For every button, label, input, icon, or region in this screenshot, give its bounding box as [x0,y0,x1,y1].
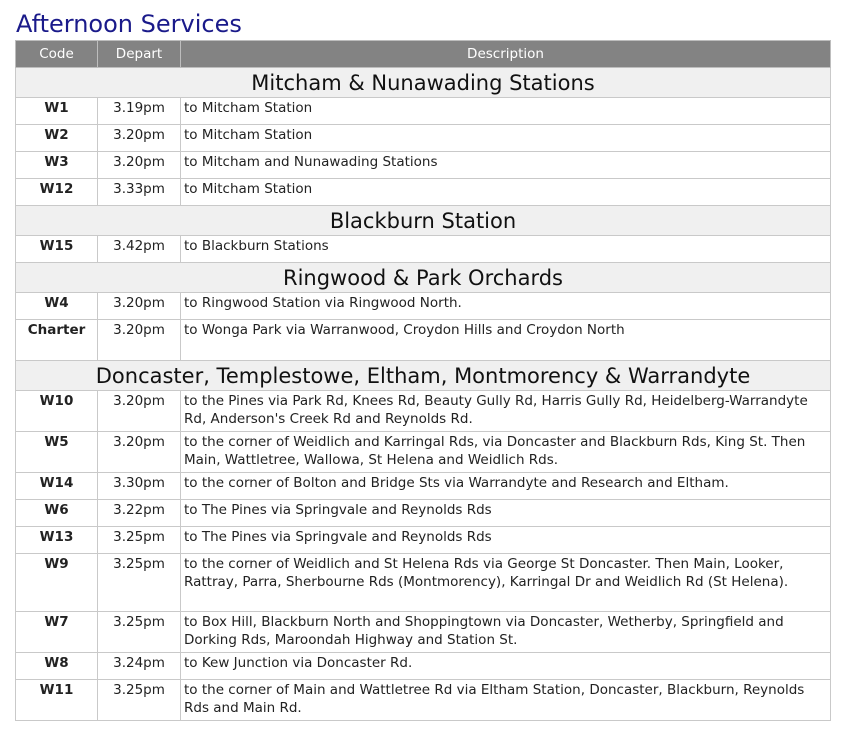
column-header-code: Code [16,41,98,68]
service-code: W1 [16,98,98,125]
section-title: Mitcham & Nunawading Stations [16,68,831,98]
table-row [16,179,831,206]
table-row [16,432,831,473]
section-header-row [16,263,831,293]
column-header-depart: Depart [98,41,181,68]
depart-time: 3.20pm [98,320,181,361]
service-code: W12 [16,179,98,206]
depart-time: 3.25pm [98,554,181,612]
depart-time: 3.33pm [98,179,181,206]
service-code: W6 [16,500,98,527]
service-description: to Blackburn Stations [181,236,831,263]
depart-time: 3.25pm [98,527,181,554]
service-description: to the corner of Bolton and Bridge Sts via Warrandyte and Research and Eltham. [181,473,831,500]
header-row [16,41,831,68]
table-row [16,152,831,179]
service-description: to Mitcham Station [181,179,831,206]
service-description: to Mitcham and Nunawading Stations [181,152,831,179]
service-description: to The Pines via Springvale and Reynolds Rds [181,527,831,554]
depart-time: 3.22pm [98,500,181,527]
section-title: Ringwood & Park Orchards [16,263,831,293]
column-header-description: Description [181,41,831,68]
table-row [16,391,831,432]
depart-time: 3.25pm [98,612,181,653]
depart-time: 3.25pm [98,680,181,721]
service-code: Charter [16,320,98,361]
service-code: W9 [16,554,98,612]
table-row [16,680,831,721]
table-row [16,236,831,263]
page-title: Afternoon Services [16,10,242,38]
depart-time: 3.19pm [98,98,181,125]
depart-time: 3.20pm [98,125,181,152]
section-title: Doncaster, Templestowe, Eltham, Montmorency & Warrandyte [16,361,831,391]
service-description: to Box Hill, Blackburn North and Shoppingtown via Doncaster, Wetherby, Springfield and Dorking Rds, Maroondah Highway and Station St. [181,612,831,653]
table-row [16,98,831,125]
depart-time: 3.20pm [98,293,181,320]
table-row [16,612,831,653]
depart-time: 3.30pm [98,473,181,500]
service-code: W10 [16,391,98,432]
table-row [16,554,831,612]
service-code: W15 [16,236,98,263]
section-header-row [16,361,831,391]
table-row [16,500,831,527]
service-description: to Ringwood Station via Ringwood North. [181,293,831,320]
table-row [16,527,831,554]
service-description: to the corner of Weidlich and Karringal Rds, via Doncaster and Blackburn Rds, King St. Then Main, Wattletree, Wallowa, St Helena and Weidlich Rds. [181,432,831,473]
service-description: to the corner of Weidlich and St Helena Rds via George St Doncaster. Then Main, Looker, Rattray, Parra, Sherbourne Rds (Montmorency), Karringal Dr and Weidlich Rd (St Helena). [181,554,831,612]
table-row [16,653,831,680]
depart-time: 3.24pm [98,653,181,680]
service-description: to the Pines via Park Rd, Knees Rd, Beauty Gully Rd, Harris Gully Rd, Heidelberg-Warrandyte Rd, Anderson's Creek Rd and Reynolds Rd. [181,391,831,432]
section-header-row [16,68,831,98]
service-description: to Kew Junction via Doncaster Rd. [181,653,831,680]
service-description: to The Pines via Springvale and Reynolds Rds [181,500,831,527]
section-header-row [16,206,831,236]
service-code: W13 [16,527,98,554]
service-description: to Mitcham Station [181,125,831,152]
service-description: to Wonga Park via Warranwood, Croydon Hills and Croydon North [181,320,831,361]
service-code: W11 [16,680,98,721]
service-description: to the corner of Main and Wattletree Rd via Eltham Station, Doncaster, Blackburn, Reynolds Rds and Main Rd. [181,680,831,721]
service-code: W2 [16,125,98,152]
service-code: W14 [16,473,98,500]
table-row [16,473,831,500]
depart-time: 3.20pm [98,432,181,473]
service-code: W3 [16,152,98,179]
services-table [15,40,831,721]
service-description: to Mitcham Station [181,98,831,125]
depart-time: 3.42pm [98,236,181,263]
table-row [16,125,831,152]
service-code: W8 [16,653,98,680]
service-code: W4 [16,293,98,320]
section-title: Blackburn Station [16,206,831,236]
depart-time: 3.20pm [98,152,181,179]
service-code: W5 [16,432,98,473]
depart-time: 3.20pm [98,391,181,432]
service-code: W7 [16,612,98,653]
table-row [16,320,831,361]
table-row [16,293,831,320]
